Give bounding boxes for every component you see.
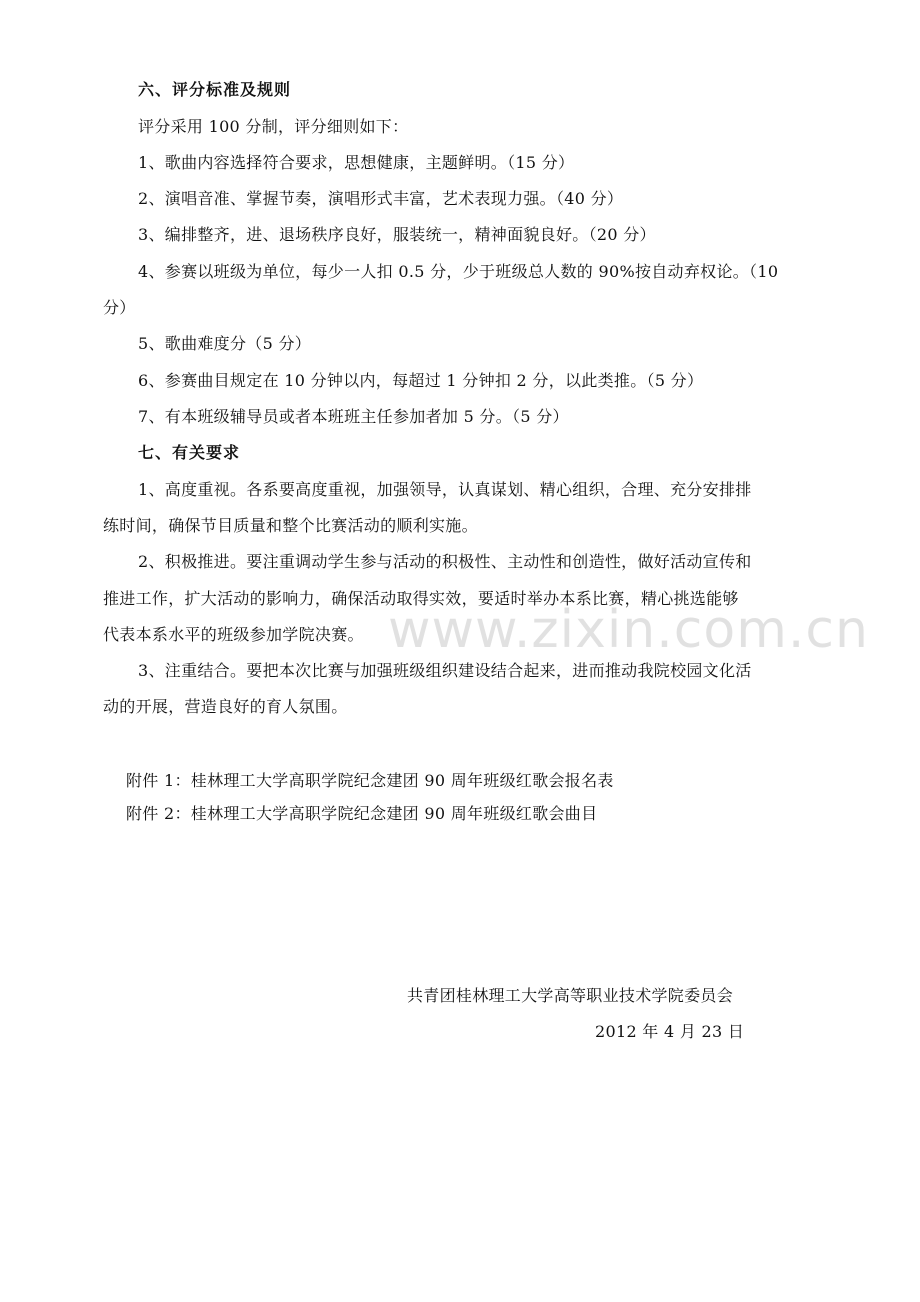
scoring-item: 5、歌曲难度分（5 分） <box>138 334 312 353</box>
requirement-line: 2、积极推进。要注重调动学生参与活动的积极性、主动性和创造性，做好活动宣传和 <box>138 552 752 571</box>
watermark: www.zixin.com.cn <box>388 600 869 660</box>
scoring-item: 4、参赛以班级为单位，每少一人扣 0.5 分，少于班级总人数的 90%按自动弃权论。（10 <box>138 262 779 281</box>
scoring-item: 2、演唱音准、掌握节奏，演唱形式丰富，艺术表现力强。（40 分） <box>138 189 624 208</box>
requirement-line: 动的开展，营造良好的育人氛围。 <box>103 697 348 716</box>
attachment-line: 附件 1：桂林理工大学高职学院纪念建团 90 周年班级红歌会报名表 <box>126 771 614 790</box>
scoring-item-continuation: 分） <box>103 298 136 317</box>
scoring-item: 7、有本班级辅导员或者本班班主任参加者加 5 分。（5 分） <box>138 407 569 426</box>
section7-heading: 七、有关要求 <box>138 443 241 462</box>
requirement-line: 1、高度重视。各系要高度重视，加强领导，认真谋划、精心组织，合理、充分安排排 <box>138 480 752 499</box>
scoring-item: 1、歌曲内容选择符合要求，思想健康，主题鲜明。（15 分） <box>138 153 575 172</box>
attachment-line: 附件 2：桂林理工大学高职学院纪念建团 90 周年班级红歌会曲目 <box>126 804 598 823</box>
requirement-line: 练时间，确保节目质量和整个比赛活动的顺利实施。 <box>103 516 478 535</box>
requirement-line: 3、注重结合。要把本次比赛与加强班级组织建设结合起来，进而推动我院校园文化活 <box>138 661 752 680</box>
requirement-line: 代表本系水平的班级参加学院决赛。 <box>103 625 364 644</box>
signature-date: 2012 年 4 月 23 日 <box>595 1022 745 1041</box>
scoring-item: 3、编排整齐，进、退场秩序良好，服装统一，精神面貌良好。（20 分） <box>138 225 656 244</box>
section6-intro: 评分采用 100 分制，评分细则如下： <box>138 117 409 136</box>
section6-heading: 六、评分标准及规则 <box>138 80 292 99</box>
requirement-line: 推进工作，扩大活动的影响力，确保活动取得实效，要适时举办本系比赛，精心挑选能够 <box>103 589 739 608</box>
scoring-item: 6、参赛曲目规定在 10 分钟以内，每超过 1 分钟扣 2 分，以此类推。（5 分） <box>138 371 704 390</box>
signature-organization: 共青团桂林理工大学高等职业技术学院委员会 <box>407 986 734 1005</box>
